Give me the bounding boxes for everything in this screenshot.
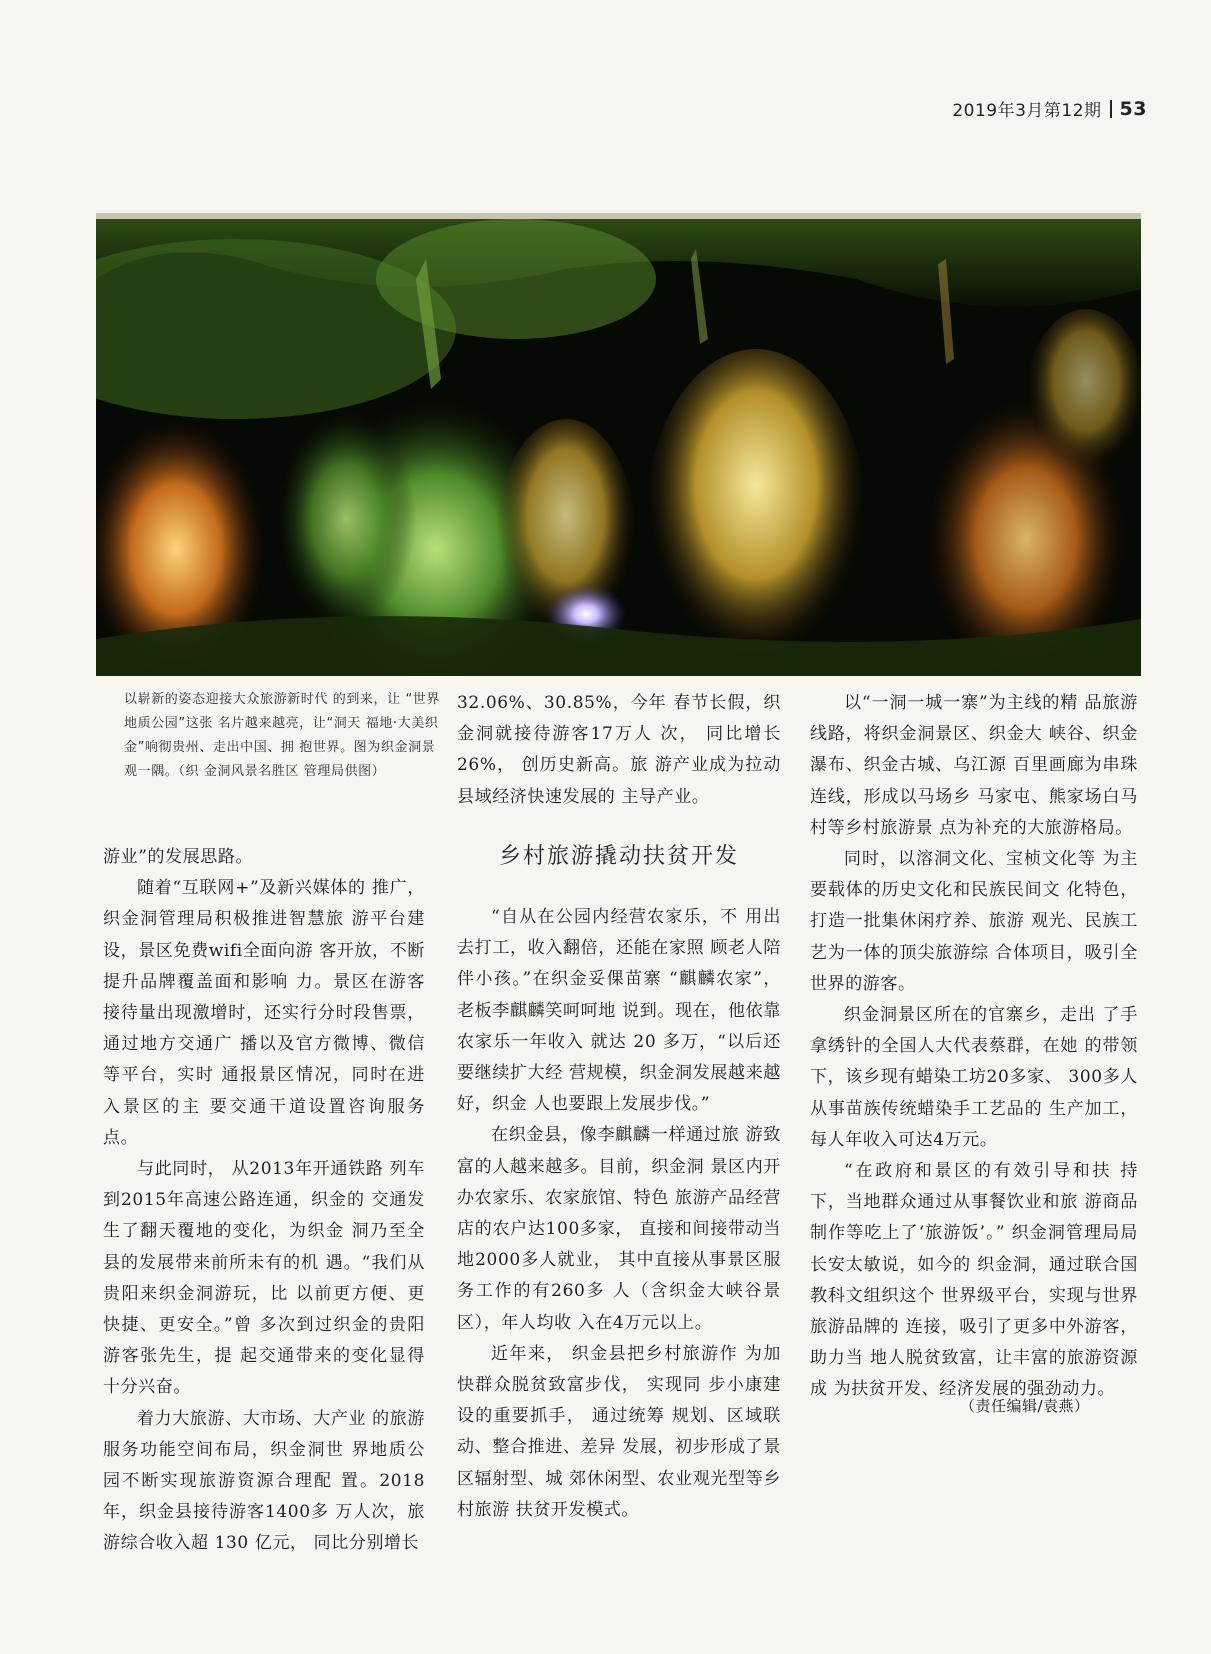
page-header bbox=[952, 96, 1147, 121]
column-1 bbox=[103, 842, 425, 1560]
cave-illustration bbox=[96, 219, 1141, 676]
paragraph: 着力大旅游、大市场、大产业 的旅游服务功能空间布局，织金洞世 界地质公园不断实现旅游资源合理配 置。2018年，织金县接待游客1400多 万人次，旅游综合收入超 130 亿元， 同比分别增长 bbox=[103, 1408, 425, 1554]
paragraph: 以“一洞一城一寨”为主线的精 品旅游线路，将织金洞景区、织金大 峡谷、织金瀑布、织金古城、乌江源 百里画廊为串珠连线，形成以马场乡 马家屯、熊家场白马村等乡村旅游景 点为补充的大旅游格局。 bbox=[810, 693, 1138, 838]
paragraph: “自从在公园内经营农家乐，不 用出去打工，收入翻倍，还能在家照 顾老人陪伴小孩。”在织金妥倮苗寨 “麒麟农家”，老板李麒麟笑呵呵地 说到。现在，他依靠农家乐一年收入 就达 20 多万，“以后还要继续扩大经 营规模，织金洞发展越来越好，织金 人也要跟上发展步伐。” bbox=[457, 907, 781, 1115]
header-divider bbox=[1110, 100, 1112, 118]
paragraph: 在织金县，像李麒麟一样通过旅 游致富的人越来越多。目前，织金洞 景区内开办农家乐、农家旅馆、特色 旅游产品经营店的农户达100多家， 直接和间接带动当地2000多人就业， 其中直接从事景区服务工作的有260多 人（含织金大峡谷景区），年人均收 入在4万元以上。 bbox=[457, 1125, 781, 1333]
column-3 bbox=[810, 688, 1138, 1406]
editor-credit: （责任编辑/袁燕） bbox=[960, 1397, 1090, 1415]
cave-photo bbox=[96, 213, 1141, 676]
page-number: 53 bbox=[1119, 97, 1147, 120]
section-heading: 乡村旅游撬动扶贫开发 bbox=[498, 843, 739, 869]
paragraph: 32.06%、30.85%，今年 春节长假，织金洞就接待游客17万人 次， 同比增长26%， 创历史新高。旅 游产业成为拉动县域经济快速发展的 主导产业。 bbox=[457, 693, 781, 807]
paragraph: 随着“互联网+”及新兴媒体的 推广，织金洞管理局积极推进智慧旅 游平台建设，景区免费wifi全面向游 客开放，不断提升品牌覆盖面和影响 力。景区在游客接待量出现激增时，还实行分时段售票，通过地方交通广 播以及官方微博、微信等平台，实时 通报景区情况，同时在进入景区的主 要交通干道设置咨询服务点。 bbox=[103, 878, 425, 1148]
paragraph: 与此同时， 从2013年开通铁路 列车到2015年高速公路连通，织金的 交通发生了翻天覆地的变化，为织金 洞乃至全县的发展带来前所未有的机 遇。“我们从贵阳来织金洞游玩，比 以前更方便、更快捷、更安全。”曾 多次到过织金的贵阳游客张先生，提 起交通带来的变化显得十分兴奋。 bbox=[103, 1159, 425, 1398]
column-2 bbox=[457, 688, 781, 1526]
paragraph: 游业”的发展思路。 bbox=[103, 847, 254, 867]
paragraph: 近年来， 织金县把乡村旅游作 为加快群众脱贫致富步伐， 实现同 步小康建设的重要抓手， 通过统筹 规划、区域联动、整合推进、差异 发展，初步形成了景区辐射型、城 郊休闲型、农业观光型等乡村旅游 扶贫开发模式。 bbox=[457, 1343, 781, 1520]
issue-label: 2019年3月第12期 bbox=[952, 101, 1102, 121]
paragraph: 同时，以溶洞文化、宝桢文化等 为主要载体的历史文化和民族民间文 化特色，打造一批集休闲疗养、旅游 观光、民族工艺为一体的顶尖旅游综 合体项目，吸引全世界的游客。 bbox=[810, 849, 1138, 994]
paragraph: “在政府和景区的有效引导和扶 持下，当地群众通过从事餐饮业和旅 游商品制作等吃上了‘旅游饭’。” 织金洞管理局局长安太敏说，如今的 织金洞，通过联合国教科文组织这个 世界级平台，实现与世界旅游品牌的 连接，吸引了更多中外游客，助力当 地人脱贫致富，让丰富的旅游资源成 为扶贫开发、经济发展的强劲动力。 bbox=[810, 1161, 1138, 1400]
photo-caption: 以崭新的姿态迎接大众旅游新时代 的到来，让 “世界地质公园”这张 名片越来越亮，让“洞天 福地·大美织金”响彻贵州、走出中国、拥 抱世界。图为织金洞景观一隅。（织 金洞风景名胜区 管理局供图） bbox=[124, 692, 440, 779]
paragraph: 织金洞景区所在的官寨乡，走出 了手拿绣针的全国人大代表蔡群，在她 的带领下，该乡现有蜡染工坊20多家、 300多人从事苗族传统蜡染手工艺品的 生产加工，每人年收入可达4万元。 bbox=[810, 1005, 1138, 1150]
